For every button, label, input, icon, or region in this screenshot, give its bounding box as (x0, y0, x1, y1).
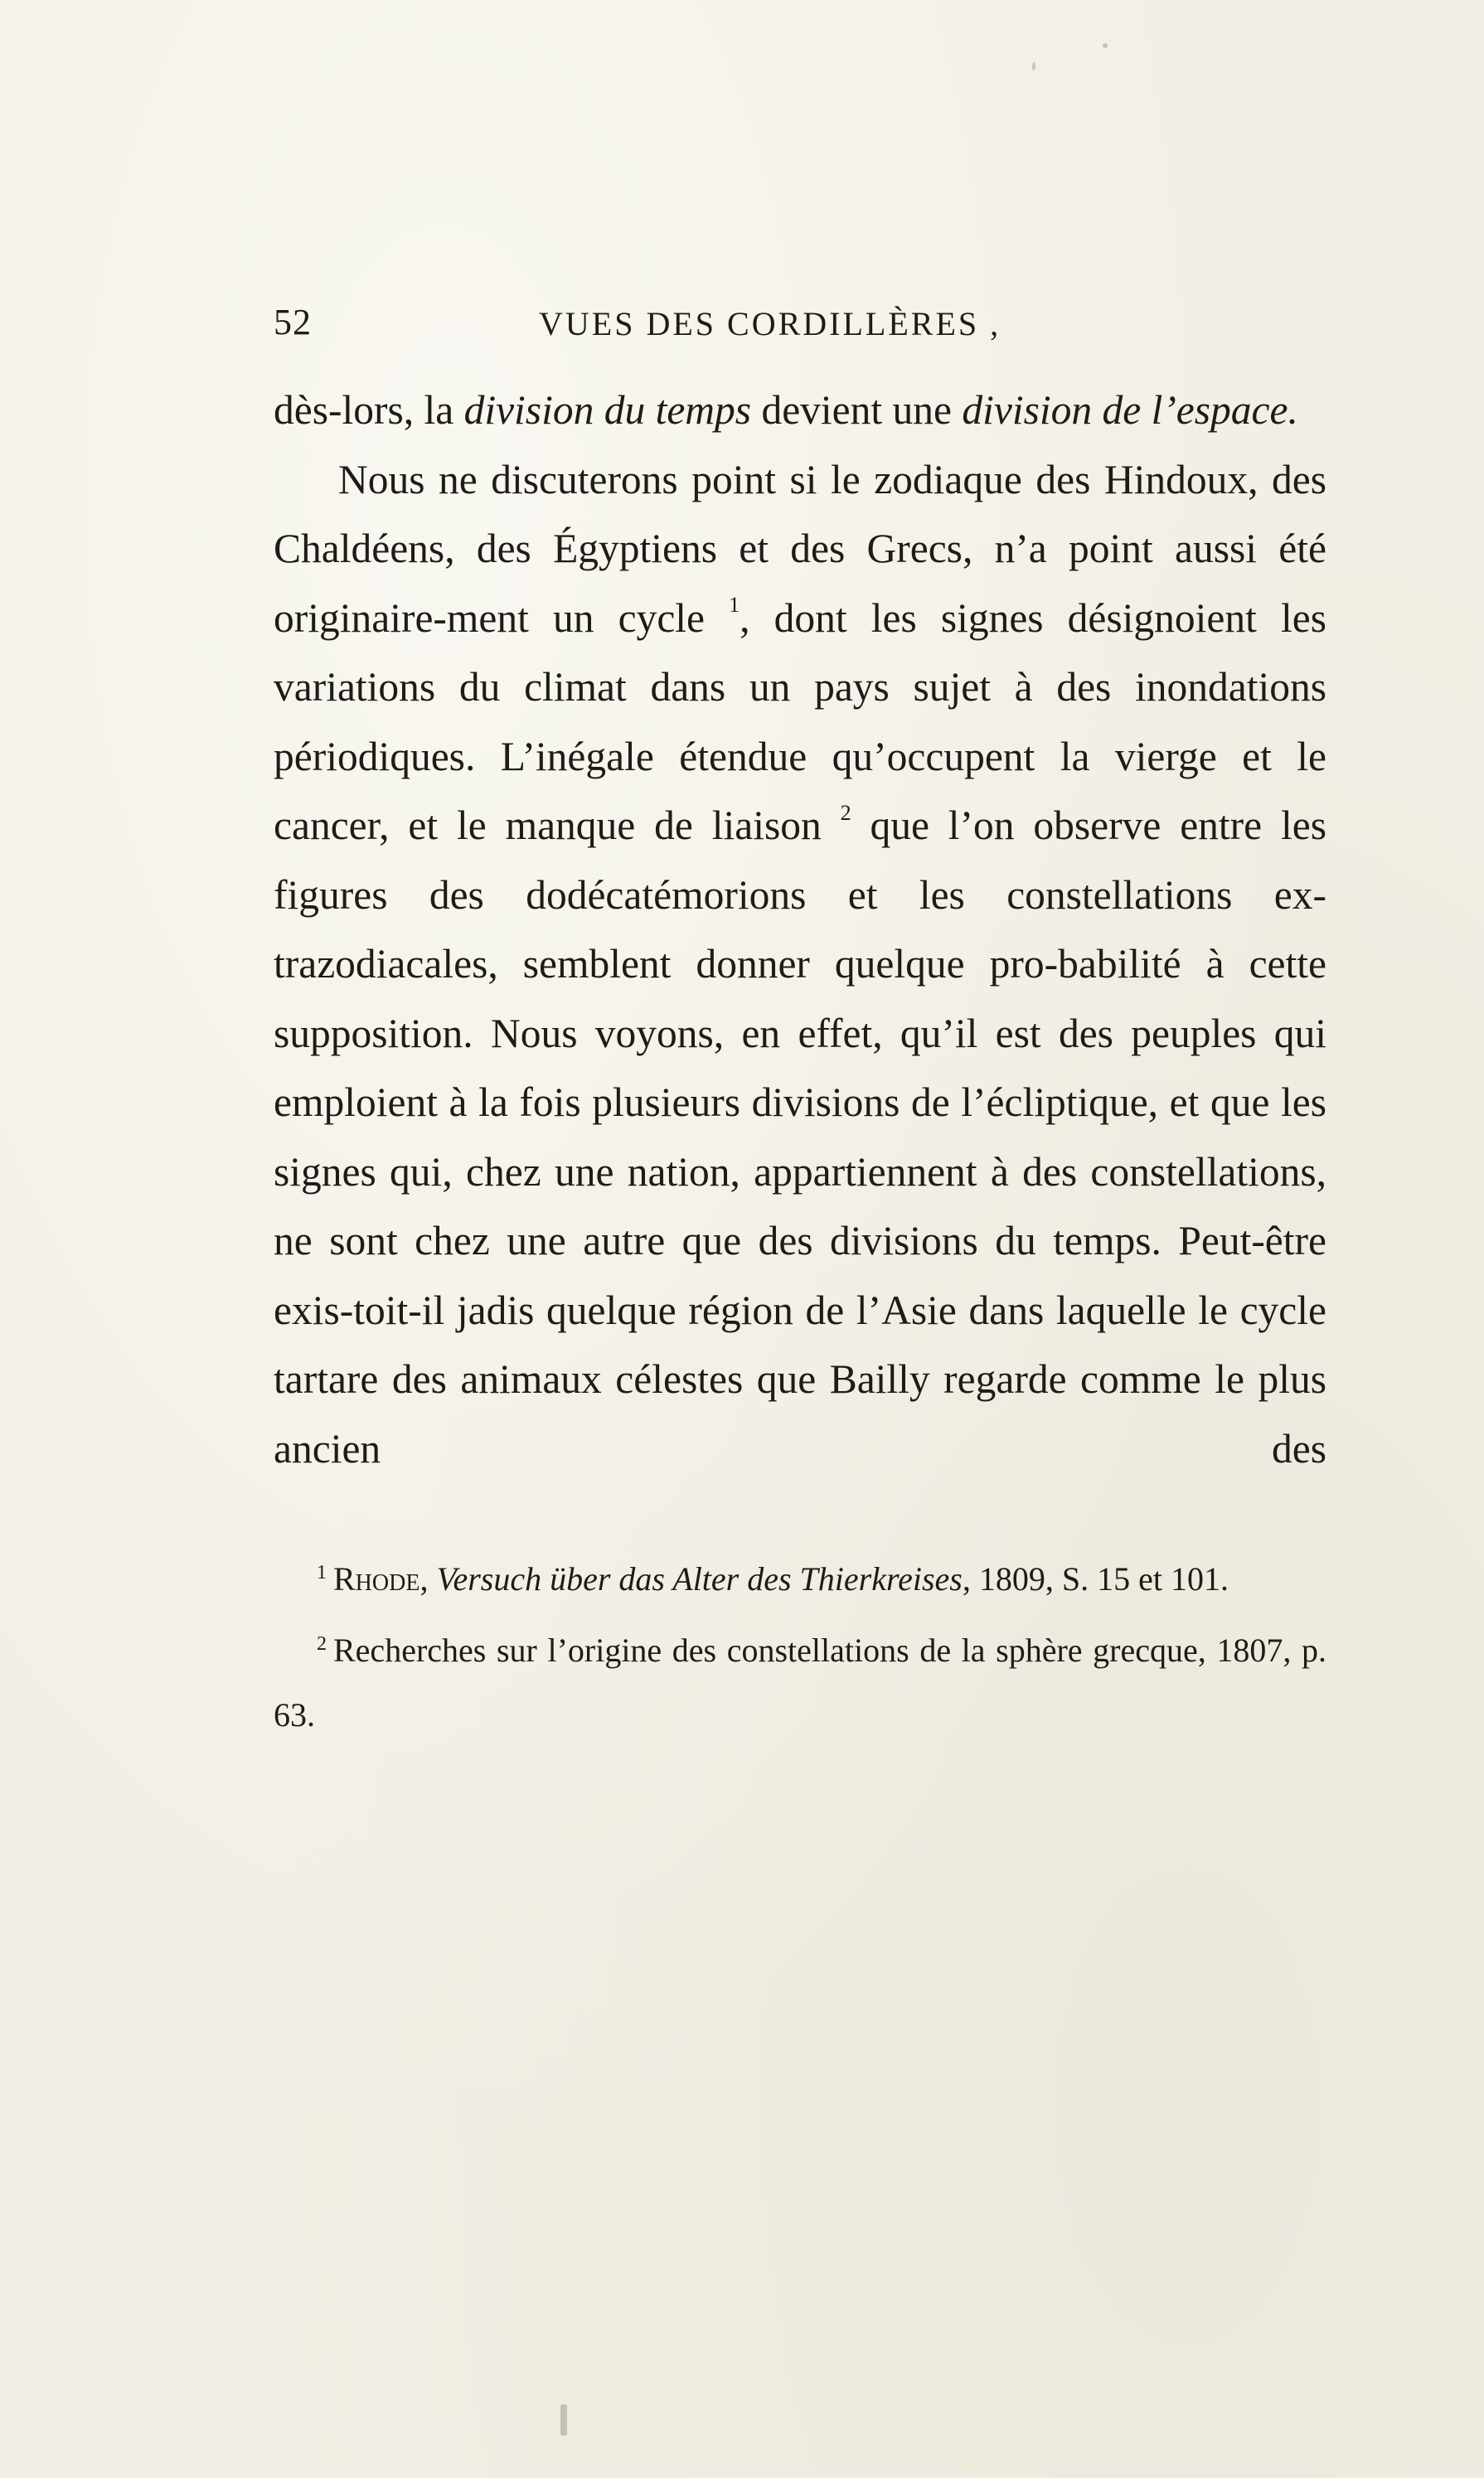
body-text (274, 376, 1326, 1483)
footnote-2 (274, 1621, 1326, 1745)
text-run: devient une (751, 387, 963, 433)
paper-speck (1032, 62, 1035, 70)
footnote-text: , 1809, S. 15 et 101. (962, 1560, 1229, 1598)
footnote-1 (274, 1549, 1326, 1614)
footnote-ref-2: 2 (840, 800, 851, 825)
text-run: Nous ne discuterons point si le zodiaque des Hindoux, des Chaldéens, des Égyptiens et des Grecs, n’a point aussi été originaire-ment un cycle (274, 456, 1326, 641)
paper-speck (560, 2404, 567, 2436)
italic-run: division de l’espace. (962, 387, 1298, 433)
text-run: dès-lors, la (274, 387, 464, 433)
page-number: 52 (274, 302, 312, 342)
running-title: VUES DES CORDILLÈRES , (539, 305, 1001, 342)
paragraph-2 (274, 445, 1326, 1484)
paragraph-1 (274, 376, 1326, 445)
footnote-marker: 2 (317, 1633, 327, 1655)
footnote-text: Recherches sur l’origine des constellations de la sphère grecque, 1807, p. 63. (274, 1632, 1326, 1734)
footnote-marker: 1 (317, 1562, 327, 1583)
footnote-ref-1: 1 (729, 593, 740, 617)
footnote-author: Rhode (333, 1560, 420, 1598)
italic-run: division du temps (463, 387, 752, 433)
footnote-text: , (419, 1560, 437, 1598)
text-run: que l’on observe entre les figures des dodécatémorions et les constellations ex-trazodiacales, semblent donner quelque pro-babilité à cette supposition. Nous voyons, en effet, qu’il est des peuples qui emploient à la fois plusieurs divisions de l’écliptique, et que les signes qui, chez une nation, appartiennent à des constellations, ne sont chez une autre que des divisions du temps. Peut-être exis-toit-il jadis quelque région de l’Asie dans laquelle le cycle tartare des animaux célestes que Bailly regarde comme le plus ancien des (274, 803, 1326, 1472)
text-block (274, 294, 1326, 1752)
running-head (274, 294, 1326, 352)
text-run: , dont les signes désignoient les variations du climat dans un pays sujet à des inondations périodiques. L’inégale étendue qu’occupent la vierge et le cancer, et le manque de liaison (274, 594, 1326, 848)
paper-speck (1103, 43, 1108, 48)
footnote-title: Versuch über das Alter des Thierkreises (436, 1560, 963, 1598)
footnotes (274, 1549, 1326, 1745)
